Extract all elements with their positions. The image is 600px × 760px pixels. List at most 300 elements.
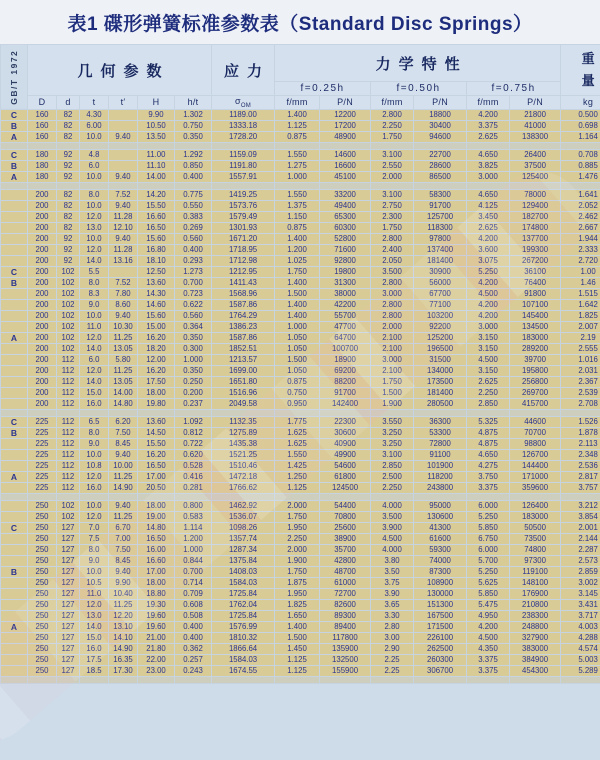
table-cell: 14.80 [109,399,137,409]
table-cell: 9.0 [80,556,108,566]
table-cell: 2.850 [371,461,413,471]
series-class-cell [1,212,27,222]
separator-cell [320,677,370,683]
table-row [1,333,600,343]
table-cell: 1.302 [175,110,211,120]
table-row [1,567,600,577]
table-cell: 11.25 [109,472,137,482]
table-cell: 39700 [510,355,560,365]
table-cell: 16.80 [138,245,174,255]
table-cell: 14.10 [109,633,137,643]
table-cell: 199300 [510,245,560,255]
table-cell: 1.400 [275,622,319,632]
table-cell: 0.885 [561,161,600,171]
table-cell: 1587.86 [212,333,274,343]
deflection-level: f=0.50h [371,82,466,95]
table-cell: 2.113 [561,439,600,449]
table-row [1,622,600,632]
table-cell: 2.333 [561,245,600,255]
table-cell: 8.0 [80,545,108,555]
series-class-cell [1,399,27,409]
table-cell: 3.30 [371,611,413,621]
table-cell: 1.900 [371,399,413,409]
table-cell: 9.90 [138,110,174,120]
separator-cell [467,677,509,683]
table-cell: 9.40 [109,132,137,142]
table-cell: 19.30 [138,600,174,610]
table-cell: 23.00 [138,666,174,676]
table-cell: 6.0 [80,355,108,365]
table-cell: 1.125 [275,483,319,493]
table-cell: 3.854 [561,512,600,522]
table-cell: 0.850 [175,161,211,171]
table-cell: 11.10 [138,161,174,171]
table-cell: 21.00 [138,633,174,643]
table-cell: 1.825 [561,311,600,321]
table-row [1,472,600,482]
table-cell: 125700 [414,212,466,222]
table-cell: 9.40 [109,501,137,511]
table-cell: 1.515 [561,289,600,299]
separator-cell [275,183,319,189]
series-class-cell: B [1,567,27,577]
table-cell: 77100 [414,300,466,310]
table-cell: 174800 [510,223,560,233]
separator-cell [320,410,370,416]
table-cell: 10.0 [80,132,108,142]
table-cell: 17.50 [138,377,174,387]
table-cell: 9.0 [80,300,108,310]
table-cell: 97800 [414,234,466,244]
table-cell: 14.0 [80,622,108,632]
table-cell: 16.20 [138,333,174,343]
separator-cell [57,410,79,416]
table-cell: 1725.84 [212,611,274,621]
table-cell: 72700 [320,589,370,599]
table-cell: 2.287 [561,545,600,555]
table-cell: 18.00 [138,501,174,511]
separator-cell [175,143,211,149]
table-cell: 5.5 [80,267,108,277]
table-cell: 13.60 [138,417,174,427]
table-cell: 9.90 [109,578,137,588]
separator-cell [109,410,137,416]
table-cell: 8.45 [109,556,137,566]
table-cell: 72800 [414,439,466,449]
table-cell: 18.5 [80,666,108,676]
table-row [1,450,600,460]
table-cell: 16.35 [109,655,137,665]
column-header: $\sigma_{OM}$ [212,96,274,109]
table-cell: 1333.18 [212,121,274,131]
table-cell: 1132.35 [212,417,274,427]
separator-cell [371,143,413,149]
series-class-cell [1,256,27,266]
table-cell: 5.003 [561,655,600,665]
table-cell: 171000 [510,472,560,482]
column-header: h/t [175,96,211,109]
table-cell: 1.400 [275,311,319,321]
table-cell: 5.850 [467,523,509,533]
table-cell: 0.700 [175,278,211,288]
table-cell: 12.0 [80,366,108,376]
table-cell: 3.757 [561,483,600,493]
table-cell: 9.40 [109,201,137,211]
table-cell: 91700 [320,388,370,398]
table-cell: 1462.92 [212,501,274,511]
table-cell: 92200 [414,322,466,332]
separator-cell [320,183,370,189]
table-cell: 112 [57,377,79,387]
separator-cell [175,183,211,189]
table-cell: 118200 [414,472,466,482]
table-cell: 4.200 [467,622,509,632]
table-cell: 2.250 [371,121,413,131]
table-cell: 102 [57,300,79,310]
table-cell: 1.275 [275,161,319,171]
table-cell: 1275.89 [212,428,274,438]
table-cell: 3.65 [371,600,413,610]
table-cell: 0.400 [175,633,211,643]
table-cell: 47700 [320,322,370,332]
table-cell: 0.698 [561,121,600,131]
table-cell: 7.50 [109,545,137,555]
separator-cell [1,143,27,149]
table-cell: 2.555 [561,344,600,354]
table-cell: 1557.91 [212,172,274,182]
group-stress: 应力 [212,45,274,95]
separator-row [1,183,600,189]
series-class-cell: A [1,472,27,482]
table-cell: 1.750 [371,132,413,142]
table-cell: 2.348 [561,450,600,460]
table-row [1,600,600,610]
table-cell: 0.237 [175,399,211,409]
table-cell: 200 [28,201,56,211]
table-cell: 0.400 [175,622,211,632]
table-cell: 250 [28,589,56,599]
table-cell [109,161,137,171]
table-cell: 82600 [320,600,370,610]
table-cell: 1762.04 [212,600,274,610]
table-cell: 250 [28,512,56,522]
table-row [1,190,600,200]
table-cell: 97300 [510,556,560,566]
table-cell: 12.0 [80,512,108,522]
table-cell: 327900 [510,633,560,643]
table-cell: 130600 [414,512,466,522]
table-cell: 1584.03 [212,655,274,665]
separator-cell [212,143,274,149]
table-cell: 144400 [510,461,560,471]
table-cell: 92800 [320,256,370,266]
table-cell: 112 [57,417,79,427]
table-cell: 1536.07 [212,512,274,522]
table-cell: 25600 [320,523,370,533]
table-cell: 94600 [414,132,466,142]
table-cell: 250 [28,578,56,588]
table-cell: 0.812 [175,428,211,438]
table-cell: 5.475 [467,600,509,610]
table-cell: 16.0 [80,399,108,409]
separator-cell [175,410,211,416]
table-row [1,388,600,398]
table-cell: 454300 [510,666,560,676]
table-cell: 1.950 [275,523,319,533]
table-cell: 13.05 [109,377,137,387]
series-class-cell [1,289,27,299]
series-class-cell [1,666,27,676]
separator-row [1,494,600,500]
table-cell: 14.00 [109,388,137,398]
table-cell: 127 [57,600,79,610]
table-cell: 200 [28,355,56,365]
table-cell: 383000 [510,644,560,654]
table-cell: 3.250 [371,439,413,449]
table-cell: 0.269 [175,223,211,233]
series-class-cell [1,600,27,610]
table-cell: 2049.58 [212,399,274,409]
table-cell: 58300 [414,190,466,200]
deflection-level: f=0.75h [467,82,560,95]
table-cell: 1.500 [371,388,413,398]
separator-cell [510,143,560,149]
table-cell: 8.3 [80,289,108,299]
table-cell: 4.875 [467,428,509,438]
series-class-cell [1,578,27,588]
table-cell: 56000 [414,278,466,288]
table-cell: 1.641 [561,190,600,200]
table-cell: 200 [28,234,56,244]
table-cell: 1375.84 [212,556,274,566]
table-cell: 1.050 [275,333,319,343]
table-cell: 0.383 [175,212,211,222]
series-class-cell [1,245,27,255]
table-cell: 1.400 [275,300,319,310]
table-row [1,556,600,566]
table-cell: 1.292 [175,150,211,160]
table-row [1,172,600,182]
table-cell: 195800 [510,366,560,376]
table-cell: 3.500 [371,512,413,522]
table-cell: 92 [57,150,79,160]
separator-cell [109,494,137,500]
table-cell: 1699.00 [212,366,274,376]
separator-cell [467,143,509,149]
table-cell: 3.825 [467,161,509,171]
table-cell: 3.000 [467,172,509,182]
separator-cell [175,677,211,683]
table-cell: 16.00 [138,545,174,555]
table-cell: 82 [57,201,79,211]
table-row [1,300,600,310]
table-cell: 3.375 [467,655,509,665]
table-cell: 1472.18 [212,472,274,482]
table-cell: 73500 [510,534,560,544]
table-cell: 160 [28,110,56,120]
table-cell: 5.289 [561,666,600,676]
table-cell: 2.000 [371,172,413,182]
separator-cell [414,494,466,500]
table-cell: 4.000 [371,501,413,511]
separator-cell [175,494,211,500]
table-cell: 0.775 [175,190,211,200]
table-cell: 132500 [320,655,370,665]
table-cell: 1.000 [275,172,319,182]
table-cell: 4.500 [467,355,509,365]
table-cell: 384900 [510,655,560,665]
table-cell: 4.200 [467,234,509,244]
table-cell: 11.28 [109,212,137,222]
separator-cell [275,410,319,416]
series-class-cell [1,388,27,398]
table-cell: 127 [57,567,79,577]
column-header: H [138,96,174,109]
series-class-cell: B [1,428,27,438]
table-cell: 250 [28,644,56,654]
table-cell: 10.0 [80,234,108,244]
separator-cell [109,143,137,149]
table-cell: 12.00 [138,355,174,365]
page-title: 表1 碟形弹簧标准参数表（Standard Disc Springs） [67,13,533,35]
table-cell: 5.80 [109,355,137,365]
table-cell: 1.500 [275,289,319,299]
table-cell: 2.500 [371,472,413,482]
table-cell: 225 [28,428,56,438]
table-cell: 1.550 [275,190,319,200]
table-cell: 3.550 [371,417,413,427]
table-cell: 50500 [510,523,560,533]
table-cell: 0.950 [275,399,319,409]
column-header: P/N [510,96,560,109]
table-cell: 13.05 [109,344,137,354]
table-cell: 13.50 [138,132,174,142]
table-cell [109,110,137,120]
table-cell: 7.52 [109,278,137,288]
table-cell: 1.125 [275,121,319,131]
table-cell: 1.400 [275,234,319,244]
table-cell: 12.10 [109,223,137,233]
table-cell: 14.0 [80,344,108,354]
table-cell: 200 [28,267,56,277]
table-cell: 4.500 [371,534,413,544]
separator-cell [28,143,56,149]
table-cell: 15.0 [80,388,108,398]
table-cell: 13.60 [138,278,174,288]
table-cell: 2.250 [467,388,509,398]
table-cell: 35700 [320,545,370,555]
table-cell: 0.714 [175,578,211,588]
table-row [1,278,600,288]
table-cell: 17.00 [138,472,174,482]
table-cell: 22.00 [138,655,174,665]
table-cell: 16600 [320,161,370,171]
series-class-cell [1,461,27,471]
table-cell: 200 [28,289,56,299]
separator-cell [80,494,108,500]
series-class-cell: A [1,622,27,632]
table-cell: 1568.96 [212,289,274,299]
table-cell: 0.350 [175,132,211,142]
table-cell: 280500 [414,399,466,409]
table-cell: 91700 [414,201,466,211]
table-cell: 200 [28,300,56,310]
column-header: t [80,96,108,109]
table-cell: 7.0 [80,523,108,533]
table-cell: 12.20 [109,611,137,621]
table-cell: 0.875 [275,132,319,142]
table-cell: 3.90 [371,589,413,599]
table-cell: 44600 [510,417,560,427]
table-cell: 4.650 [467,450,509,460]
table-cell: 6.000 [467,501,509,511]
group-mechanical: 力学特性 [275,45,560,81]
table-row [1,377,600,387]
table-cell: 3.150 [467,333,509,343]
table-cell: 15.50 [138,201,174,211]
table-cell: 3.600 [467,245,509,255]
table-cell: 9.0 [80,439,108,449]
table-cell: 4.200 [467,311,509,321]
table-cell: 1213.57 [212,355,274,365]
standard-label: GB/T 1972 [1,45,27,109]
separator-cell [371,494,413,500]
table-cell: 127 [57,545,79,555]
table-cell: 15.60 [138,311,174,321]
table-cell: 1419.25 [212,190,274,200]
table-cell: 1287.34 [212,545,274,555]
table-cell: 30600 [320,428,370,438]
table-row [1,256,600,266]
table-cell: 200 [28,190,56,200]
table-cell: 92 [57,256,79,266]
table-cell: 3.212 [561,501,600,511]
table-cell: 1408.03 [212,567,274,577]
table-cell: 1.050 [275,366,319,376]
table-cell: 127 [57,644,79,654]
table-cell: 200 [28,322,56,332]
separator-cell [80,410,108,416]
table-cell: 117800 [320,633,370,643]
table-cell: 49400 [320,201,370,211]
table-cell: 1587.86 [212,300,274,310]
table-cell: 1.900 [275,556,319,566]
table-cell: 17.30 [109,666,137,676]
table-cell: 1852.51 [212,344,274,354]
table-cell: 9.40 [109,567,137,577]
table-cell: 14.00 [138,172,174,182]
table-cell: 2.19 [561,333,600,343]
table-cell: 225 [28,417,56,427]
table-cell: 5.250 [467,567,509,577]
table-cell: 3.100 [371,190,413,200]
table-cell: 0.750 [175,121,211,131]
table-cell: 248800 [510,622,560,632]
separator-cell [371,183,413,189]
series-class-cell [1,512,27,522]
table-cell: 180 [28,150,56,160]
table-cell: 225 [28,483,56,493]
table-cell: 1674.55 [212,666,274,676]
table-cell: 3.900 [371,523,413,533]
table-cell: 82 [57,132,79,142]
table-cell: 2.859 [561,567,600,577]
table-cell: 100700 [320,344,370,354]
table-cell: 4.574 [561,644,600,654]
separator-cell [109,677,137,683]
table-cell: 4.275 [467,461,509,471]
table-cell: 7.52 [109,190,137,200]
